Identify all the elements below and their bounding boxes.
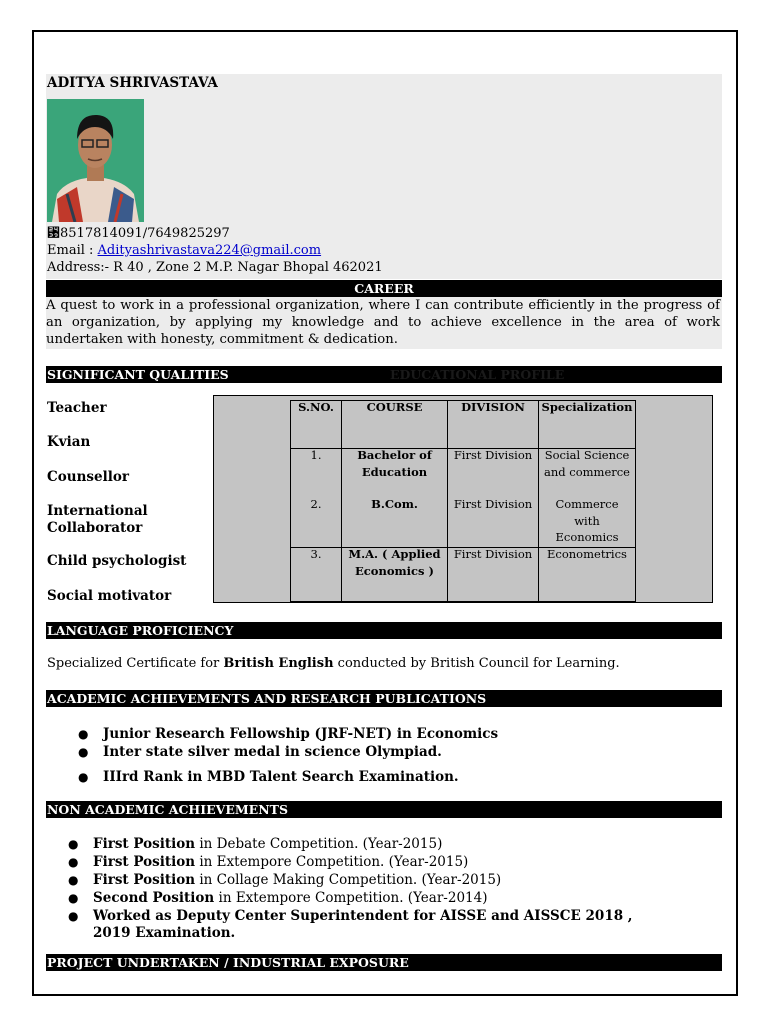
non-academic-item-bold: First Position	[93, 836, 196, 852]
table-cell-course: B.Com.	[371, 497, 418, 511]
academic-heading: ACADEMIC ACHIEVEMENTS AND RESEARCH PUBLICATIONS	[47, 691, 487, 706]
bullet-icon: ●	[68, 891, 79, 905]
list-item	[68, 890, 668, 908]
quality-item: Kvian	[47, 434, 91, 450]
non-academic-item-text: in Extempore Competition. (Year-2015)	[195, 854, 469, 870]
non-academic-heading-bar	[46, 801, 722, 818]
list-item	[78, 769, 498, 786]
language-text	[47, 656, 620, 671]
phone-number: ␹8517814091/7649825297	[47, 226, 230, 241]
bullet-icon: ●	[68, 837, 79, 851]
language-text-pre: Specialized Certificate for	[47, 656, 224, 671]
table-cell-specialization: Commerce with Economics	[555, 497, 619, 544]
email-label: Email :	[47, 243, 98, 258]
email-link[interactable]: Adityashrivastava224@gmail.com	[97, 243, 322, 258]
list-item	[68, 836, 668, 854]
profile-photo	[47, 99, 144, 222]
table-header-specialization: Specialization	[541, 400, 633, 414]
list-item	[68, 854, 668, 872]
table-line	[290, 601, 636, 602]
table-cell-sno: 3.	[310, 547, 322, 561]
non-academic-item-bold: First Position	[93, 872, 196, 888]
table-cell-course: M.A. ( Applied Economics )	[348, 547, 441, 578]
bullet-icon: ●	[78, 727, 89, 741]
quality-item: Social motivator	[47, 588, 172, 604]
non-academic-item-text: in Collage Making Competition. (Year-2015)	[195, 872, 502, 888]
table-cell-sno: 2.	[310, 497, 322, 511]
non-academic-heading: NON ACADEMIC ACHIEVEMENTS	[47, 802, 288, 817]
qualities-heading-bar	[46, 366, 722, 383]
non-academic-item-text: in Extempore Competition. (Year-2014)	[214, 890, 488, 906]
table-cell-specialization: Econometrics	[547, 547, 627, 561]
project-heading: PROJECT UNDERTAKEN / INDUSTRIAL EXPOSURE	[47, 955, 409, 970]
language-text-post: conducted by British Council for Learning.	[333, 656, 620, 671]
career-heading-bar	[46, 280, 722, 297]
non-academic-list	[68, 836, 668, 942]
bullet-icon: ●	[68, 873, 79, 887]
table-header-course: COURSE	[366, 400, 423, 414]
quality-item: International Collaborator	[47, 503, 148, 536]
table-header-division: DIVISION	[461, 400, 525, 414]
email-line	[47, 243, 321, 258]
non-academic-item-text: in Debate Competition. (Year-2015)	[195, 836, 443, 852]
quality-item: Counsellor	[47, 469, 129, 485]
list-item	[68, 908, 653, 942]
table-line	[341, 400, 342, 602]
education-heading: EDUCATIONAL PROFILE	[390, 367, 565, 382]
table-line	[538, 400, 539, 602]
table-cell-course: Bachelor of Education	[357, 448, 432, 479]
table-cell-specialization: Social Science and commerce	[543, 448, 630, 479]
academic-item: Junior Research Fellowship (JRF-NET) in Economics	[103, 726, 499, 742]
project-heading-bar	[46, 954, 722, 971]
non-academic-item-bold: First Position	[93, 854, 196, 870]
bullet-icon: ●	[68, 909, 79, 923]
table-line	[635, 400, 636, 602]
non-academic-item-bold: Second Position	[93, 890, 215, 906]
table-cell-division: First Division	[453, 547, 533, 561]
table-header-sno: S.NO.	[298, 400, 334, 414]
list-item	[68, 872, 668, 890]
academic-item: IIIrd Rank in MBD Talent Search Examination.	[103, 769, 459, 785]
language-heading: LANGUAGE PROFICIENCY	[47, 623, 234, 638]
language-heading-bar	[46, 622, 722, 639]
bullet-icon: ●	[78, 770, 89, 784]
language-text-bold: British English	[223, 656, 334, 671]
bullet-icon: ●	[78, 745, 89, 759]
career-objective: A quest to work in a professional organization, where I can contribute efficiently in the progress of an organization, by applying my knowledge and to achieve excellence in the area of work undertaken with honesty, commitment & dedication.	[46, 298, 720, 347]
table-cell-division: First Division	[453, 448, 533, 462]
non-academic-item-bold: Worked as Deputy Center Superintendent for AISSE and AISSCE 2018 , 2019 Examination.	[93, 908, 633, 941]
list-item	[78, 726, 498, 744]
academic-heading-bar	[46, 690, 722, 707]
career-heading: CAREER	[354, 281, 414, 296]
person-photo-icon	[47, 99, 144, 222]
academic-item: Inter state silver medal in science Olympiad.	[103, 744, 442, 760]
table-cell-division: First Division	[453, 497, 533, 511]
table-cell-sno: 1.	[310, 448, 322, 462]
list-item	[78, 744, 498, 769]
candidate-name: ADITYA SHRIVASTAVA	[47, 75, 218, 91]
address-line: Address:- R 40 , Zone 2 M.P. Nagar Bhopal 462021	[47, 260, 383, 275]
bullet-icon: ●	[68, 855, 79, 869]
academic-list	[78, 726, 498, 786]
quality-item: Child psychologist	[47, 553, 187, 569]
quality-item: Teacher	[47, 400, 107, 416]
qualities-heading: SIGNIFICANT QUALITIES	[47, 367, 229, 382]
